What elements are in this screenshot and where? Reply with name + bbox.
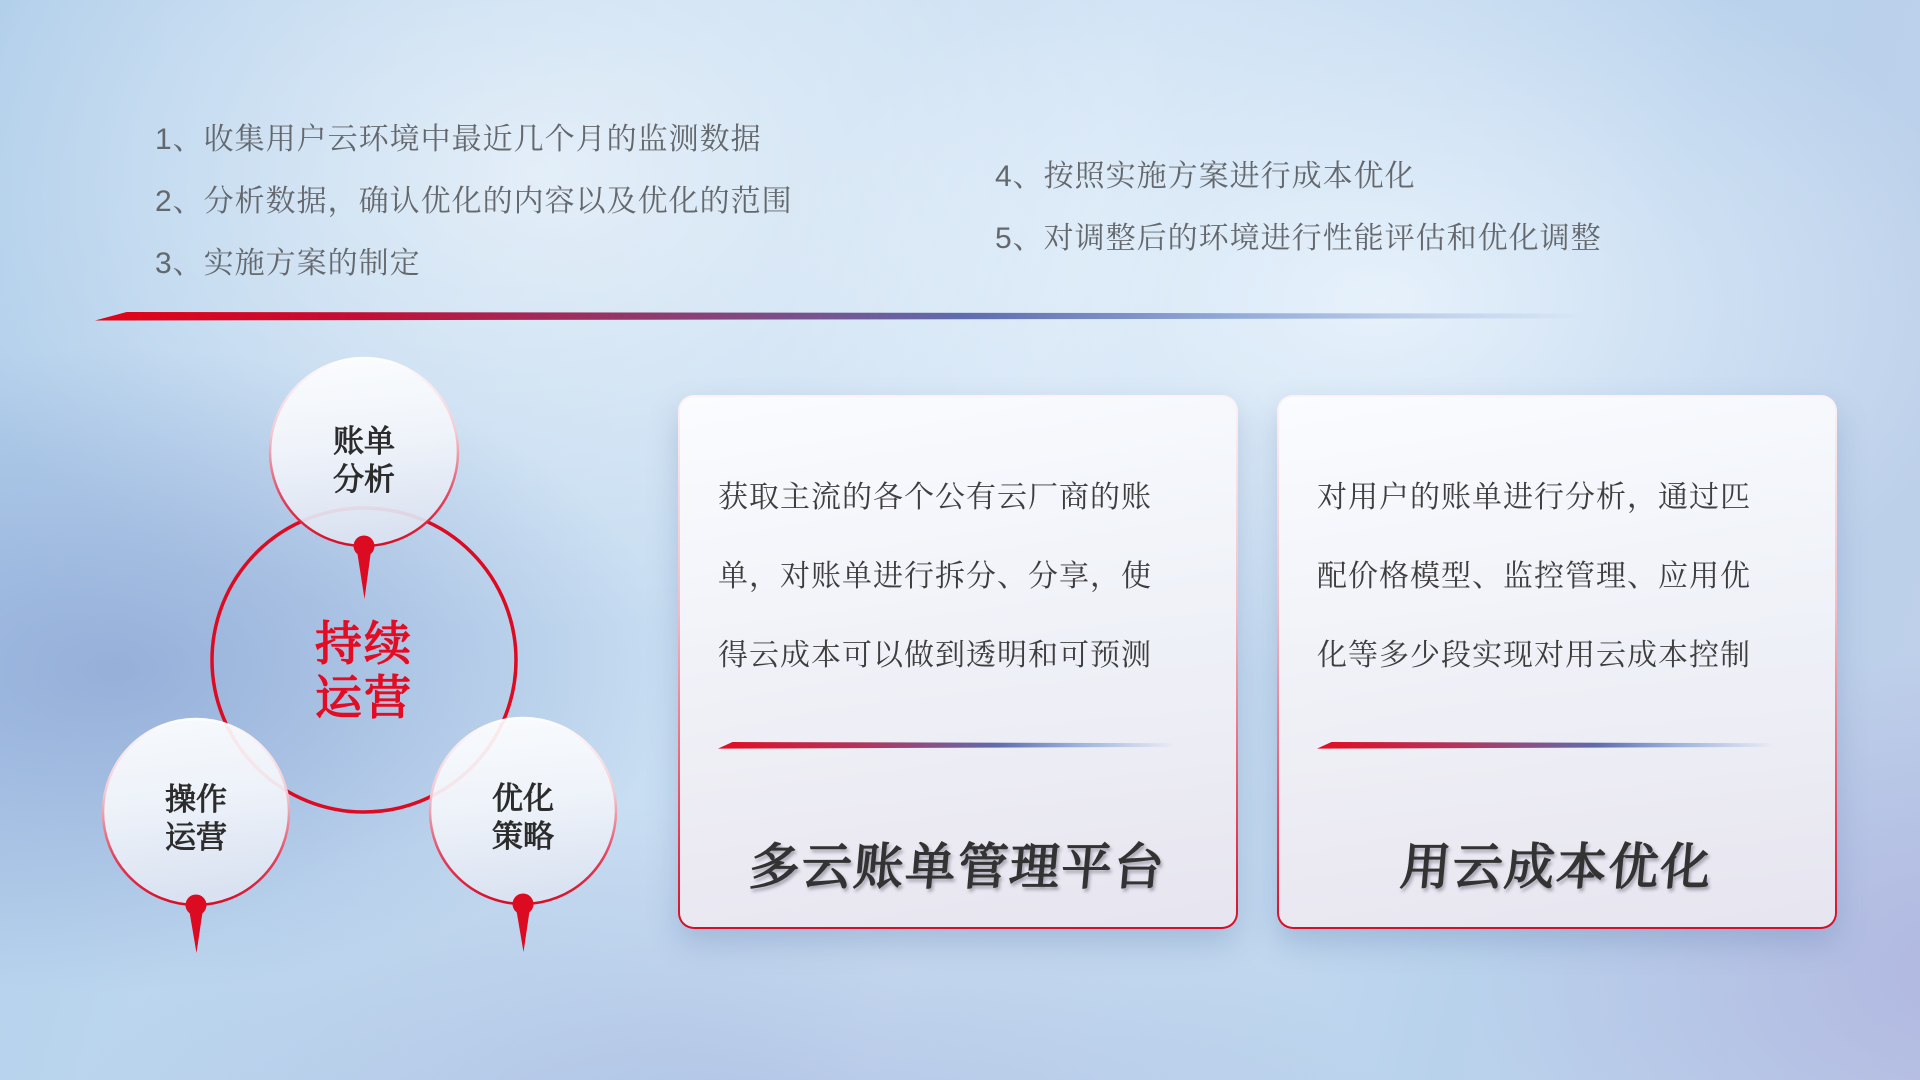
node-bill-analysis-label-line2: 分析 [333, 462, 395, 497]
step-3: 3、实施方案的制定 [155, 247, 421, 280]
node-operation-label-line2: 运营 [165, 820, 227, 855]
card-cloud-cost-optimization [1277, 395, 1837, 929]
card-divider-line [1317, 742, 1799, 749]
body-line: 化等多少段实现对用云成本控制 [1317, 639, 1751, 672]
cycle-center-label-line1: 持续 [315, 617, 413, 670]
card-cloud-cost-optimization-title: 用云成本优化 [1398, 839, 1716, 895]
cycle-center-label-line2: 运营 [315, 671, 413, 724]
node-strategy-label-line1: 优化 [492, 781, 554, 816]
step-4: 4、按照实施方案进行成本优化 [995, 160, 1416, 193]
step-1: 1、收集用户云环境中最近几个月的监测数据 [155, 123, 762, 156]
body-line: 单，对账单进行拆分、分享，使 [718, 560, 1152, 593]
body-line: 得云成本可以做到透明和可预测 [718, 639, 1152, 672]
node-bill-analysis-label-line1: 账单 [333, 424, 395, 459]
card-cloud-cost-optimization-body [1317, 458, 1805, 695]
step-5: 5、对调整后的环境进行性能评估和优化调整 [995, 222, 1602, 255]
pin-operation [186, 895, 207, 954]
pin-strategy [513, 894, 534, 953]
step-2: 2、分析数据，确认优化的内容以及优化的范围 [155, 185, 793, 218]
card-multicloud-billing [678, 395, 1238, 929]
pin-bill-analysis [354, 536, 375, 600]
card-divider-line [718, 742, 1200, 749]
node-strategy-label-line2: 策略 [492, 819, 554, 854]
node-operation-label-line1: 操作 [165, 782, 227, 817]
body-line: 配价格模型、监控管理、应用优 [1317, 560, 1751, 593]
card-multicloud-billing-body [718, 458, 1206, 695]
card-multicloud-billing-title: 多云账单管理平台 [747, 839, 1169, 895]
body-line: 获取主流的各个公有云厂商的账 [718, 481, 1152, 514]
body-line: 对用户的账单进行分析，通过匹 [1317, 481, 1751, 514]
